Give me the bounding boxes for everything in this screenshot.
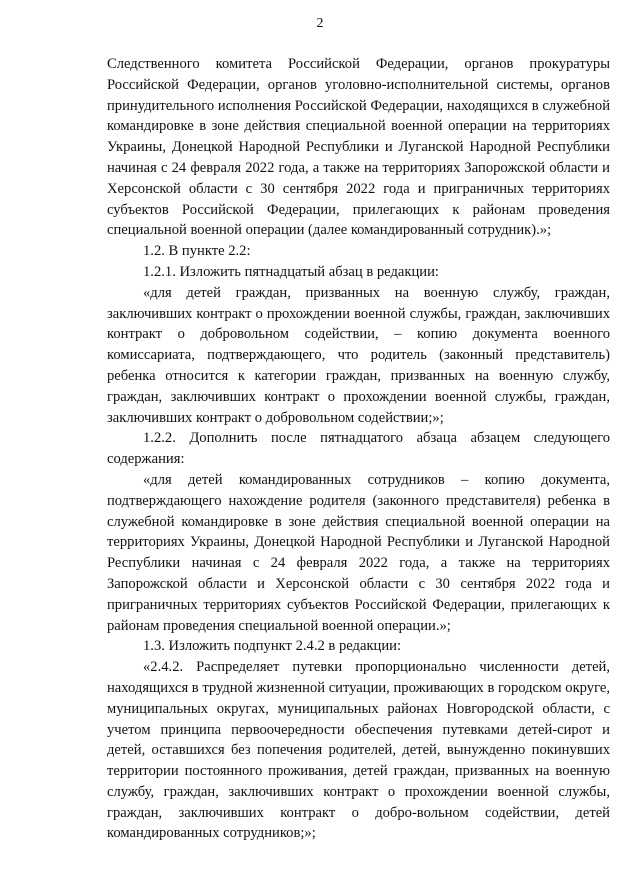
paragraph-item-1-2-1: 1.2.1. Изложить пятнадцатый абзац в редакции: [143,263,439,280]
paragraph-quote-seconded-employees: «для детей командированных сотрудников – копию документа, подтверждающего нахождение родителя (законного представителя) ребенка в служебной командировке в зоне действия специальной военной операции на территориях Украины, Донецкой Народной Республики и Луганской Народной Республики начиная с 24 февраля 2022 года, а также на территориях Запорожской области и Херсонской области с 30 сентября 2022 года и приграничных территориях субъектов Российской Федерации, прилегающих к районам проведения специальной военной операции.»; [107,471,610,634]
paragraph-item-1-2: 1.2. В пункте 2.2: [143,243,251,260]
paragraph-continuation: Следственного комитета Российской Федерации, органов прокуратуры Российской Федерации, органов уголовно-исполнительной системы, органов принудительного исполнения Российской Федерации, находящихся в служебной командировке в зоне действия специальной военной операции на территориях Украины, Донецкой Народной Республики и Луганской Народной Республики начиная с 24 февраля 2022 года, а также на территориях Запорожской области и Херсонской области с 30 сентября 2022 года и приграничных территориях субъектов Российской Федерации, прилегающих к районам проведения специальной военной операции (далее командированный сотрудник).»; [107,56,610,239]
document-body [107,54,610,844]
page-number: 2 [316,16,324,31]
paragraph-quote-2-4-2: «2.4.2. Распределяет путевки пропорционально численности детей, находящихся в трудной жизненной ситуации, проживающих в городском округе, муниципальных округах, муниципальных районах Новгородской области, с учетом принципа первоочередности обеспечения путевками детей-сирот и детей, оставшихся без попечения родителей, детей, вынужденно покинувших территории постоянного проживания, детей граждан, призванных на военную службу, граждан, заключивших контракт о прохождении военной службы, граждан, заключивших контракт о добро-вольном содействии, детей командированных сотрудников;»; [107,659,610,842]
paragraph-item-1-3: 1.3. Изложить подпункт 2.4.2 в редакции: [143,638,402,655]
paragraph-item-1-2-2: 1.2.2. Дополнить после пятнадцатого абзаца абзацем следующего содержания: [107,430,610,468]
paragraph-quote-military-service: «для детей граждан, призванных на военную службу, граждан, заключивших контракт о прохождении военной службы, граждан, заключивших контракт о добровольном содействии, – копию документа военного комиссариата, подтверждающего, что родитель (законный представитель) ребенка относится к категории граждан, призванных на военную службу, граждан, заключивших контракт о прохождении военной службы, граждан, заключивших контракт о добровольном содействии;»; [107,284,610,426]
